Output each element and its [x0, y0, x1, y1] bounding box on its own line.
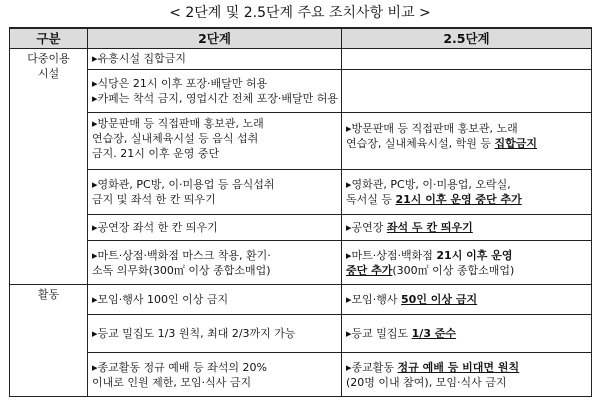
- header-level2: 2단계: [88, 28, 342, 49]
- row5-level2-line1: ▸공연장 좌석 한 칸 띄우기: [92, 221, 218, 234]
- row8-level2-line1: ▸등교 밀집도 1/3 원칙, 최대 2/3까지 가능: [92, 327, 296, 340]
- row4-level25: [342, 170, 592, 215]
- table-row: [10, 315, 592, 353]
- row9-level25: [342, 353, 592, 397]
- row9-level25-line1: [346, 360, 587, 375]
- row3-level2-line1: ▸방문판매 등 직접판매 홍보관, 노래: [92, 117, 264, 130]
- row8-level25: [342, 315, 592, 353]
- row6-level25-emphasis1: 21시 이후 운영: [436, 248, 513, 262]
- row3-level25-line1: ▸방문판매 등 직접판매 홍보관, 노래: [346, 122, 518, 135]
- row9-level2-line2: 이내로 인원 제한, 모임·식사 금지: [92, 375, 252, 389]
- table-row: [10, 49, 592, 70]
- row3-level2: [88, 113, 342, 170]
- header-category: 구분: [10, 28, 88, 49]
- table-row: [10, 113, 592, 170]
- row1-level2: [88, 49, 342, 70]
- header-level25: 2.5단계: [342, 28, 592, 49]
- row3-level25-line2: [346, 136, 587, 151]
- category-activities: 활동: [10, 285, 88, 397]
- document-title: < 2단계 및 2.5단계 주요 조치사항 비교 >: [169, 5, 431, 21]
- row2-level2-line2: ▸카페는 착석 금지, 영업시간 전체 포장·배달만 허용: [92, 92, 339, 105]
- row4-level25-line1: ▸영화관, PC방, 이·미용업, 오락실,: [346, 178, 511, 191]
- row9-level2: [88, 353, 342, 397]
- table-row: [10, 353, 592, 397]
- row8-level25-text: ▸등교 밀집도: [346, 327, 412, 340]
- row6-level25-text2: (300㎡ 이상 종합소매업): [392, 263, 515, 277]
- row7-level25-line1: [346, 292, 587, 307]
- row5-level25-text: ▸공연장: [346, 221, 387, 234]
- row7-level25: [342, 285, 592, 315]
- row6-level25-line2: [346, 263, 587, 278]
- row3-level25-text: 연습장, 실내체육시설, 학원 등: [346, 137, 495, 150]
- row6-level25: [342, 241, 592, 285]
- row6-level25-line1: [346, 248, 587, 263]
- row6-level2-line1: ▸마트·상점·백화점 마스크 착용, 환기·: [92, 248, 271, 262]
- category-facilities: [10, 49, 88, 285]
- row7-level25-emphasis: 50인 이상 금지: [401, 293, 478, 306]
- row6-level2-line2: 소독 의무화(300㎡ 이상 종합소매업): [92, 263, 271, 277]
- row6-level25-text1: ▸마트·상점·백화점: [346, 248, 437, 262]
- row8-level25-line1: [346, 326, 587, 341]
- row3-level2-line2: 연습장, 실내체육시설 등 음식 섭취: [92, 132, 259, 145]
- row6-level2: [88, 241, 342, 285]
- row3-level25: [342, 113, 592, 170]
- row2-level2-line1: ▸식당은 21시 이후 포장·배달만 허용: [92, 77, 268, 90]
- comparison-table: [9, 27, 592, 397]
- row3-level2-line3: 금지. 21시 이후 운영 중단: [92, 147, 220, 160]
- row9-level25-line2: (20명 이내 참여), 모임·식사 금지: [346, 375, 507, 389]
- row9-level25-emphasis: 정규 예배 등 비대면 원칙: [397, 360, 520, 374]
- row1-level2-line1: ▸유흥시설 집합금지: [92, 52, 187, 65]
- row9-level25-text1: ▸종교활동: [346, 360, 398, 374]
- table-row: [10, 170, 592, 215]
- row2-level25: [342, 70, 592, 113]
- row5-level25-emphasis: 좌석 두 칸 띄우기: [386, 221, 473, 234]
- row8-level25-emphasis: 1/3 준수: [411, 327, 457, 340]
- row9-level2-line1: ▸종교활동 정규 예배 등 좌석의 20%: [92, 360, 267, 374]
- row4-level25-line2: [346, 192, 587, 207]
- row3-level25-emphasis: 집합금지: [494, 137, 538, 150]
- row5-level2: [88, 215, 342, 241]
- table-row: [10, 241, 592, 285]
- row5-level25: [342, 215, 592, 241]
- row7-level25-text: ▸모임·행사: [346, 293, 402, 306]
- table-row: [10, 215, 592, 241]
- row7-level2: [88, 285, 342, 315]
- table-row: [10, 70, 592, 113]
- row2-level2: [88, 70, 342, 113]
- table-row: [10, 285, 592, 315]
- row1-level25: [342, 49, 592, 70]
- row7-level2-line1: ▸모임·행사 100인 이상 금지: [92, 293, 229, 306]
- row4-level25-text: 독서실 등: [346, 193, 396, 206]
- row4-level25-emphasis: 21시 이후 운영 중단 추가: [395, 193, 522, 206]
- row4-level2-line1: ▸영화관, PC방, 이·미용업 등 음식섭취: [92, 178, 275, 191]
- header-row: [10, 28, 592, 49]
- category-facilities-line1: 다중이용: [27, 52, 70, 65]
- row5-level25-line1: [346, 220, 587, 235]
- row4-level2-line2: 금지 및 좌석 한 칸 띄우기: [92, 193, 216, 206]
- category-facilities-line2: 시설: [37, 67, 60, 80]
- row8-level2: [88, 315, 342, 353]
- row4-level2: [88, 170, 342, 215]
- row6-level25-emphasis2: 중단 추가: [346, 263, 393, 277]
